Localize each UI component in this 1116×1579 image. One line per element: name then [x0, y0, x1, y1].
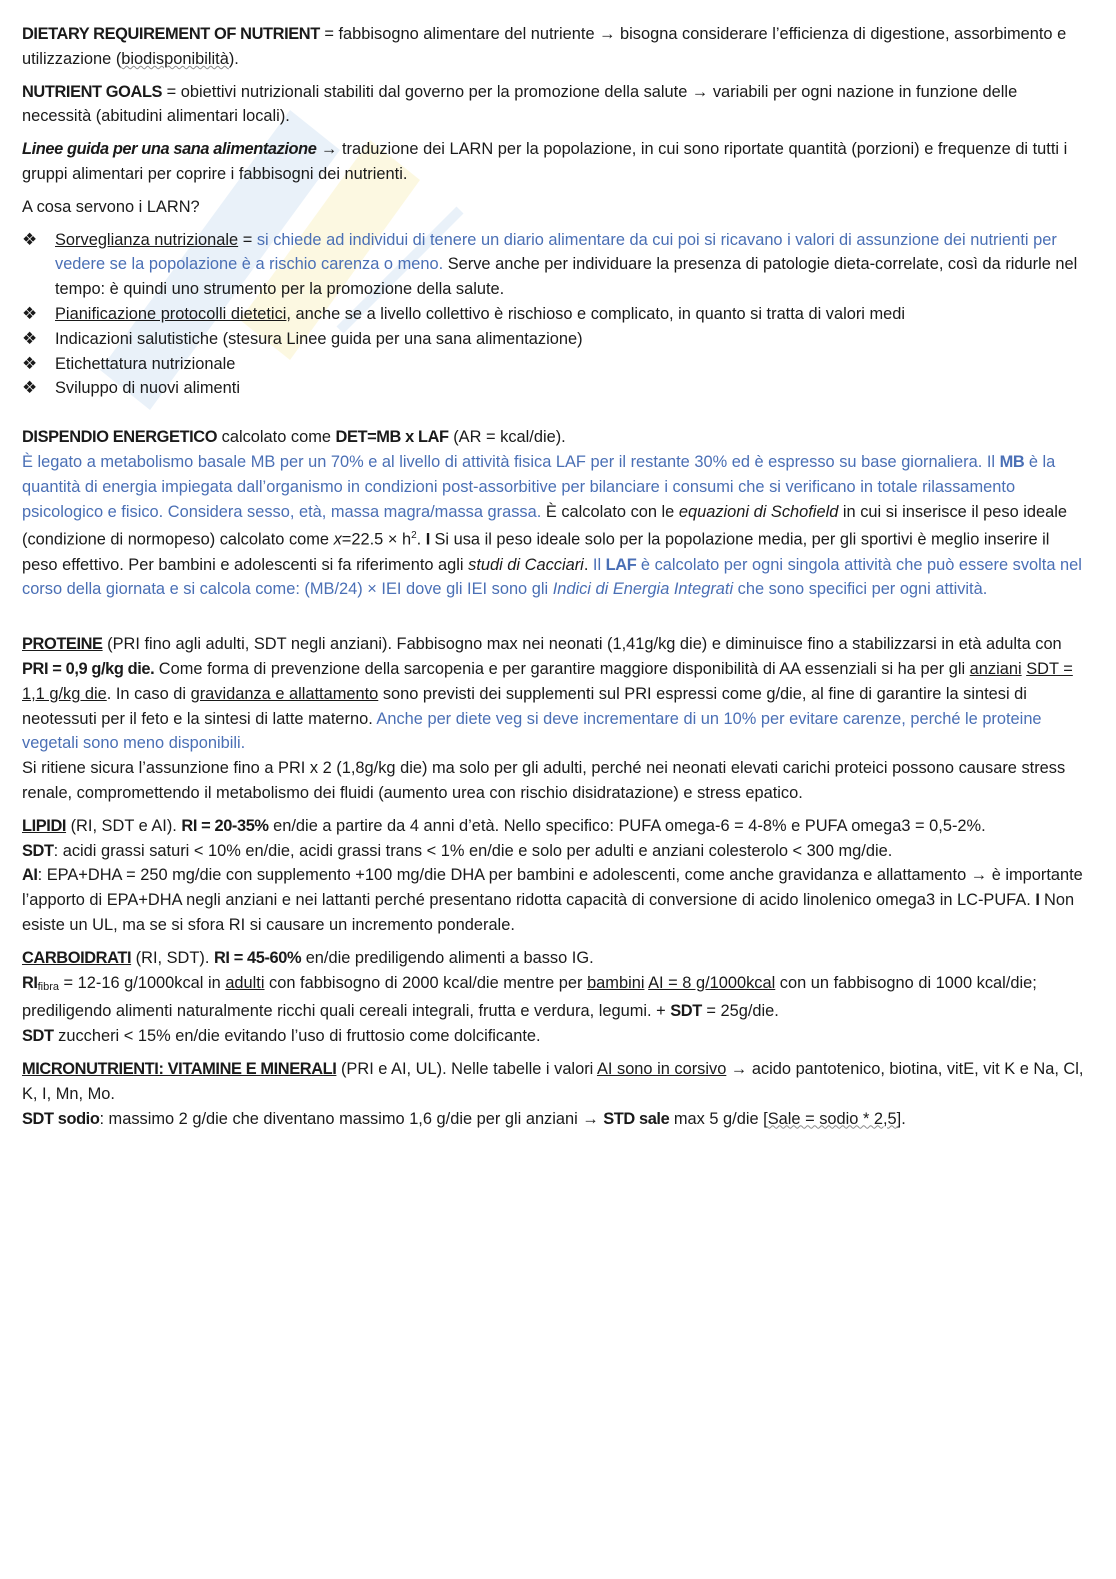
list-item: ❖ Sorveglianza nutrizionale = si chiede ad individui di tenere un diario alimentare da cui poi si ricavano i valori di assunzione dei nutrienti per vedere se la popolazione è a rischio carenza o meno. Serve anche per individuare la presenza di patologie dieta-correlate, così da ridurle nel tempo: è quindi uno strumento per la promozione della salute. — [22, 229, 1078, 299]
section-lipidi: LIPIDI (RI, SDT e AI). RI = 20-35% en/die a partire da 4 anni d’età. Nello specifico: PUFA omega-6 = 4-8% e PUFA omega3 = 0,5-2%. SDT: acidi grassi saturi < 10% en/die, acidi grassi trans < 1% en/die e solo per adulti e anziani colesterolo < 300 mg/die. AI: EPA+DHA = 250 mg/die con supplemento +100 mg/die DHA per bambini e adolescenti, come anche gravidanza e allattamento → è importante l’apporto di EPA+DHA negli anziani e nei lattanti perché presentano ridotta capacità di conversione di acido linolenico omega3 in LC-PUFA. I Non esiste un UL, ma se si sfora RI si causare un incremento ponderale. — [22, 816, 1083, 934]
larn-uses-list — [22, 228, 1086, 402]
para-linee-guida: Linee guida per una sana alimentazione → traduzione dei LARN per la popolazione, in cui sono riportate quantità (porzioni) e frequenze di tutti i gruppi alimentari per coprire i fabbisogni dei nutrienti. — [22, 140, 1068, 183]
section-micronutrienti: MICRONUTRIENTI: VITAMINE E MINERALI (PRI e AI, UL). Nelle tabelle i valori AI sono in corsivo → acido pantotenico, biotina, vitE, vit K e Na, Cl, K, I, Mn, Mo. SDT sodio: massimo 2 g/die che diventano massimo 1,6 g/die per gli anziani → STD sale max 5 g/die [Sale = sodio * 2,5]. — [22, 1059, 1084, 1128]
diamond-bullet-icon: ❖ — [22, 378, 38, 398]
section-proteine: PROTEINE (PRI fino agli adulti, SDT negli anziani). Fabbisogno max nei neonati (1,41g/kg die) e diminuisce fino a stabilizzarsi in età adulta con PRI = 0,9 g/kg die. Come forma di prevenzione della sarcopenia e per garantire maggiore disponibilità di AA essenziali si ha per gli anziani SDT = 1,1 g/kg die. In caso di gravidanza e allattamento sono previsti dei supplementi sul PRI espressi come g/die, al fine di garantire la sintesi di neotessuti per il feto e la sintesi di latte materno. Anche per diete veg si deve incrementare di un 10% per evitare carenze, perché le proteine vegetali sono meno disponibili. Si ritiene sicura l’assunzione fino a PRI x 2 (1,8g/kg die) ma solo per gli adulti, perché nei neonati elevati carichi proteici possono causare stress renale, compromettendo il metabolismo dei fluidi (aumento urea con rischio disidratazione) e stress epatico. — [22, 635, 1073, 802]
para-larn-question: A cosa servono i LARN? — [22, 197, 200, 216]
para-nutrient-goals: NUTRIENT GOALS = obiettivi nutrizionali stabiliti dal governo per la promozione della salute → variabili per ogni nazione in funzione delle necessità (abitudini alimentari locali). — [22, 82, 1018, 126]
document-page — [22, 22, 1086, 1139]
list-item: ❖ Sviluppo di nuovi alimenti — [22, 376, 1086, 401]
list-item: ❖ Indicazioni salutistiche (stesura Linee guida per una sana alimentazione) — [22, 327, 1086, 352]
para-dietary-requirement: DIETARY REQUIREMENT OF NUTRIENT = fabbisogno alimentare del nutriente → bisogna considerare l’efficienza di digestione, assorbimento e utilizzazione (biodisponibilità). — [22, 25, 1067, 68]
list-item: ❖ Pianificazione protocolli dietetici, anche se a livello collettivo è rischioso e complicato, in quanto si tratta di valori medi — [22, 302, 1086, 327]
diamond-bullet-icon: ❖ — [22, 353, 38, 373]
diamond-bullet-icon: ❖ — [22, 303, 38, 323]
para-dispendio-energetico: DISPENDIO ENERGETICO calcolato come DET=MB x LAF (AR = kcal/die). È legato a metabolismo basale MB per un 70% e al livello di attività fisica LAF per il restante 30% ed è espresso su base giornaliera. Il MB è la quantità di energia impiegata dall’organismo in condizioni post-assorbitive per bilanciare i consumi che si verificano in totale rilassamento psicologico e fisico. Considera sesso, età, massa magra/massa grassa. È calcolato con le equazioni di Schofield in cui si inserisce il peso ideale (condizione di normopeso) calcolato come $x=22.5 \times h^2$. I Si usa il peso ideale solo per la popolazione media, per gli sportivi è meglio inserire il peso effettivo. Per bambini e adolescenti si fa riferimento agli studi di Cacciari. Il LAF è calcolato per ogni singola attività che può essere svolta nel corso della giornata e si calcola come: (MB/24) × IEI dove gli IEI sono gli Indici di Energia Integrati che sono specifici per ogni attività. — [22, 428, 1082, 599]
list-item: ❖ Etichettatura nutrizionale — [22, 352, 1086, 377]
diamond-bullet-icon: ❖ — [22, 328, 38, 348]
diamond-bullet-icon: ❖ — [22, 229, 38, 249]
section-carboidrati: CARBOIDRATI (RI, SDT). RI = 45-60% en/die prediligendo alimenti a basso IG. $RI_{fibra} = 12-16$ g/1000kcal in adulti con fabbisogno di 2000 kcal/die mentre per bambini AI = 8 g/1000kcal con un fabbisogno di 1000 kcal/die; prediligendo alimenti naturalmente ricchi quali cereali integrali, frutta e verdura, legumi. + SDT = 25g/die. SDT zuccheri < 15% en/die evitando l’uso di fruttosio come dolcificante. — [22, 948, 1037, 1046]
